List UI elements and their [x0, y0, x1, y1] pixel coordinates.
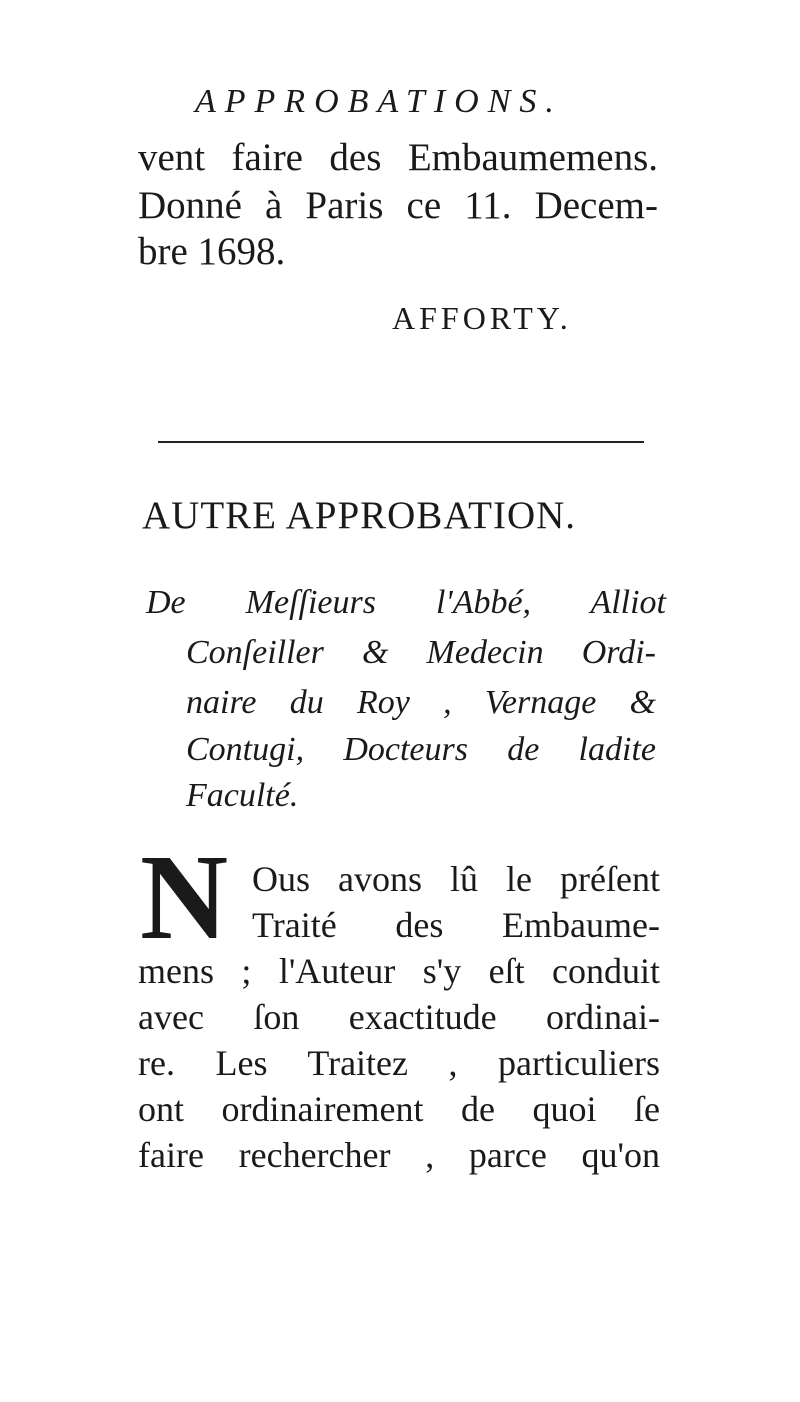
body-line: avec ſon exactitude ordinai- — [138, 997, 660, 1037]
body-line: Ous avons lû le préſent — [252, 859, 660, 899]
body-line: ont ordinairement de quoi ſe — [138, 1089, 660, 1129]
text-line: bre 1698. — [138, 230, 286, 273]
subtitle-line: De Meſſieurs l'Abbé, Alliot — [146, 584, 666, 621]
drop-cap: N — [140, 830, 229, 965]
subtitle-line: Faculté. — [186, 777, 299, 814]
subtitle-line: Conſeiller & Medecin Ordi- — [186, 634, 656, 671]
text-line: Donné à Paris ce 11. Decem- — [138, 184, 658, 227]
body-line: re. Les Traitez , particuliers — [138, 1043, 660, 1083]
text-line: vent faire des Embaumemens. — [138, 136, 658, 179]
body-line: Traité des Embaume- — [252, 905, 660, 945]
body-line: faire rechercher , parce qu'on — [138, 1135, 660, 1175]
subtitle-line: Contugi, Docteurs de ladite — [186, 731, 656, 768]
section-title: AUTRE APPROBATION. — [142, 494, 577, 537]
subtitle-line: naire du Roy , Vernage & — [186, 684, 656, 721]
body-line: mens ; l'Auteur s'y eſt conduit — [138, 951, 660, 991]
signature: AFFORTY. — [392, 300, 572, 336]
divider-rule — [158, 441, 644, 443]
running-head: APPROBATIONS. — [195, 83, 563, 120]
